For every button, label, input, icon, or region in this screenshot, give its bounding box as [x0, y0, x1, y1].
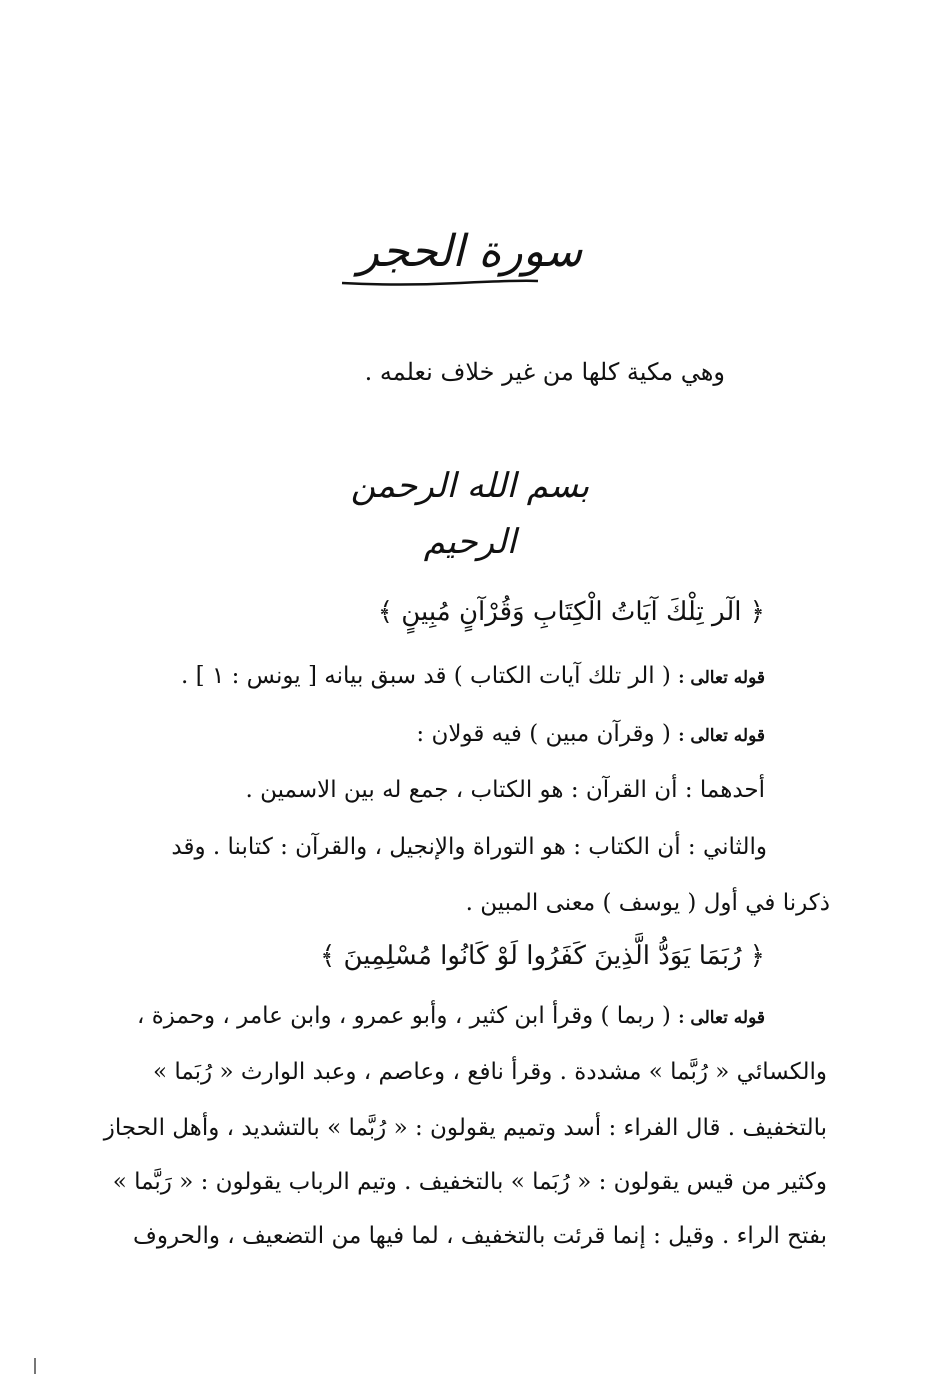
line-text: بالتخفيف . قال الفراء : أسد وتميم يقولون : « رُبَّما » بالتشديد ، وأهل الحجاز	[103, 1115, 827, 1141]
commentary-line	[113, 1162, 827, 1202]
commentary-line	[416, 714, 765, 756]
line-text: والثاني : أن الكتاب : هو التوراة والإنجيل ، والقرآن : كتابنا . وقد	[171, 834, 767, 860]
lead-phrase: قوله تعالى :	[678, 1008, 765, 1028]
line-text: وكثير من قيس يقولون : « رُبَما » بالتخفيف . وتيم الرباب يقولون : « رَبَّما »	[112, 1169, 827, 1195]
line-text: بفتح الراء . وقيل : إنما قرئت بالتخفيف ، لما فيها من التضعيف ، والحروف	[133, 1223, 827, 1249]
line-text: ( وقرآن مبين ) فيه قولان :	[416, 721, 671, 747]
commentary-line	[181, 656, 765, 698]
commentary-line	[171, 827, 767, 867]
surah-title: سورة الحجر	[357, 226, 583, 277]
quran-verse	[320, 936, 765, 976]
commentary-line	[153, 1052, 827, 1092]
surah-intro-note: وهي مكية كلها من غير خلاف نعلمه .	[364, 358, 725, 386]
commentary-line	[466, 883, 830, 923]
line-text: ( ربما ) وقرأ ابن كثير ، وأبو عمرو ، وابن عامر ، وحمزة ،	[136, 1003, 671, 1029]
line-text: ذكرنا في أول ( يوسف ) معنى المبين .	[465, 890, 830, 916]
commentary-line	[137, 996, 765, 1038]
verse-text: ﴿ الٓر تِلْكَ آيَاتُ الْكِتَابِ وَقُرْآنٍ مُبِينٍ ﴾	[377, 597, 765, 627]
scan-edge-mark	[34, 1358, 36, 1374]
quran-verse	[378, 592, 765, 632]
title-flourish	[340, 278, 540, 286]
commentary-line	[245, 770, 765, 810]
verse-text: ﴿ رُبَمَا يَوَدُّ الَّذِينَ كَفَرُوا لَوْ كَانُوا مُسْلِمِينَ ﴾	[320, 941, 765, 971]
commentary-line	[104, 1108, 827, 1148]
lead-phrase: قوله تعالى :	[678, 726, 765, 746]
lead-phrase: قوله تعالى :	[678, 668, 765, 688]
line-text: أحدهما : أن القرآن : هو الكتاب ، جمع له بين الاسمين .	[245, 777, 765, 803]
commentary-line	[133, 1216, 827, 1256]
basmala: بسم الله الرحمن الرحيم	[350, 466, 590, 562]
line-text: والكسائي « رُبَّما » مشددة . وقرأ نافع ، وعاصم ، وعبد الوارث « رُبَما »	[152, 1059, 827, 1085]
line-text: ( الر تلك آيات الكتاب ) قد سبق بيانه [ يونس : ١ ] .	[181, 663, 671, 689]
